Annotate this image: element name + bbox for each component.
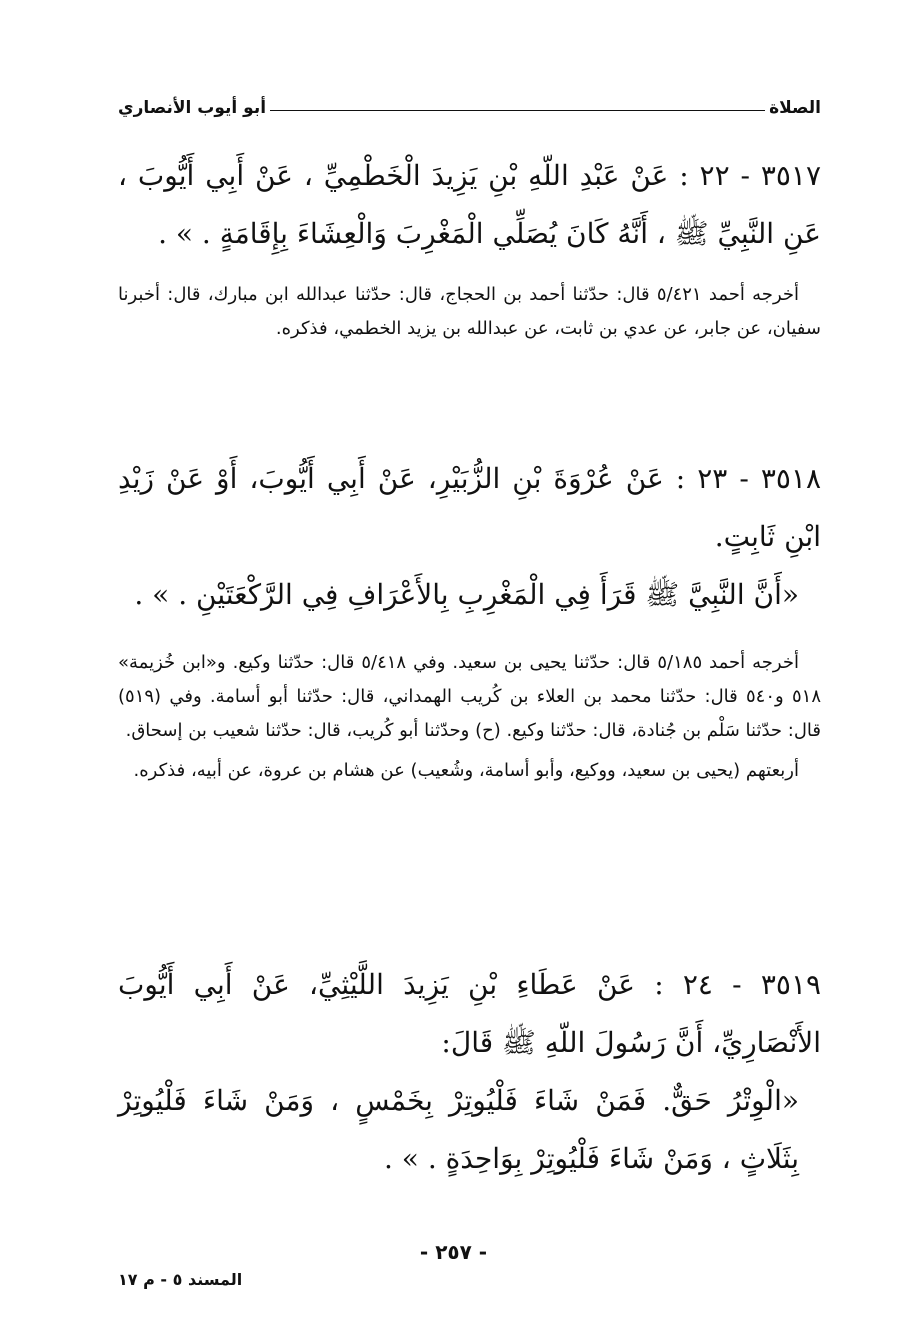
commentary-paragraph: أخرجه أحمد ٥/٤٢١ قال: حدّثنا أحمد بن الحجاج، قال: حدّثنا عبدالله ابن مبارك، قال: أخبرنا سفيان، عن جابر، عن عدي بن ثابت، عن عبدالله بن يزيد الخطمي، فذكره. xyxy=(118,284,821,339)
hadith-3519 xyxy=(118,956,821,1188)
companion-title: أبو أيوب الأنصاري xyxy=(118,98,267,118)
hadith-quote: «أَنَّ النَّبِيَّ ﷺ قَرَأَ فِي الْمَغْرِبِ بِالأَعْرَافِ فِي الرَّكْعَتَيْنِ . » . xyxy=(134,578,799,611)
hadith-3518 xyxy=(118,450,821,624)
hadith-text: ٣٥١٨ - ٢٣ : عَنْ عُرْوَةَ بْنِ الزُّبَيْرِ، عَنْ أَبِي أَيُّوبَ، أَوْ عَنْ زَيْدِ ابْنِ ثَابِتٍ. xyxy=(118,462,821,553)
commentary-paragraph: أخرجه أحمد ٥/١٨٥ قال: حدّثنا يحيى بن سعيد. وفي ٥/٤١٨ قال: حدّثنا وكيع. و«ابن خُزيمة» ٥١٨ و٥٤٠ قال: حدّثنا محمد بن العلاء بن كُريب الهمداني، قال: حدّثنا أبو أسامة. وفي (٥١٩) قال: حدّثنا سَلْم بن جُنادة، قال: حدّثنا وكيع. (ح) وحدّثنا أبو كُريب، قال: حدّثنا شعيب بن إسحاق. xyxy=(118,652,821,741)
running-header xyxy=(118,88,821,118)
hadith-text: ٣٥١٩ - ٢٤ : عَنْ عَطَاءِ بْنِ يَزِيدَ اللَّيْثِيِّ، عَنْ أَبِي أَيُّوبَ الأَنْصَارِيِّ، أَنَّ رَسُولَ اللّهِ ﷺ قَالَ: xyxy=(118,968,822,1059)
hadith-text: ٣٥١٧ - ٢٢ : عَنْ عَبْدِ اللّهِ بْنِ يَزِيدَ الْخَطْمِيِّ ، عَنْ أَبِي أَيُّوبَ ، عَنِ النَّبِيِّ ﷺ ، أَنَّهُ كَانَ يُصَلِّي الْمَغْرِبَ وَالْعِشَاءَ بِإِقَامَةٍ . » . xyxy=(118,159,821,250)
hadith-quote: «الْوِتْرُ حَقٌّ. فَمَنْ شَاءَ فَلْيُوتِرْ بِخَمْسٍ ، وَمَنْ شَاءَ فَلْيُوتِرْ بِثَلَاثٍ ، وَمَنْ شَاءَ فَلْيُوتِرْ بِوَاحِدَةٍ . » . xyxy=(118,1084,799,1175)
hadith-3517 xyxy=(118,147,821,263)
printer-signature: المسند ٥ - م ١٧ xyxy=(118,1270,243,1289)
commentary-3517 xyxy=(118,278,821,346)
header-rule xyxy=(270,110,765,111)
commentary-3518 xyxy=(118,646,821,788)
page-number: - ٢٥٧ - xyxy=(419,1240,488,1264)
chapter-title: الصلاة xyxy=(769,98,821,118)
commentary-paragraph: أربعتهم (يحيى بن سعيد، ووكيع، وأبو أسامة، وشُعيب) عن هشام بن عروة، عن أبيه، فذكره. xyxy=(133,760,799,781)
